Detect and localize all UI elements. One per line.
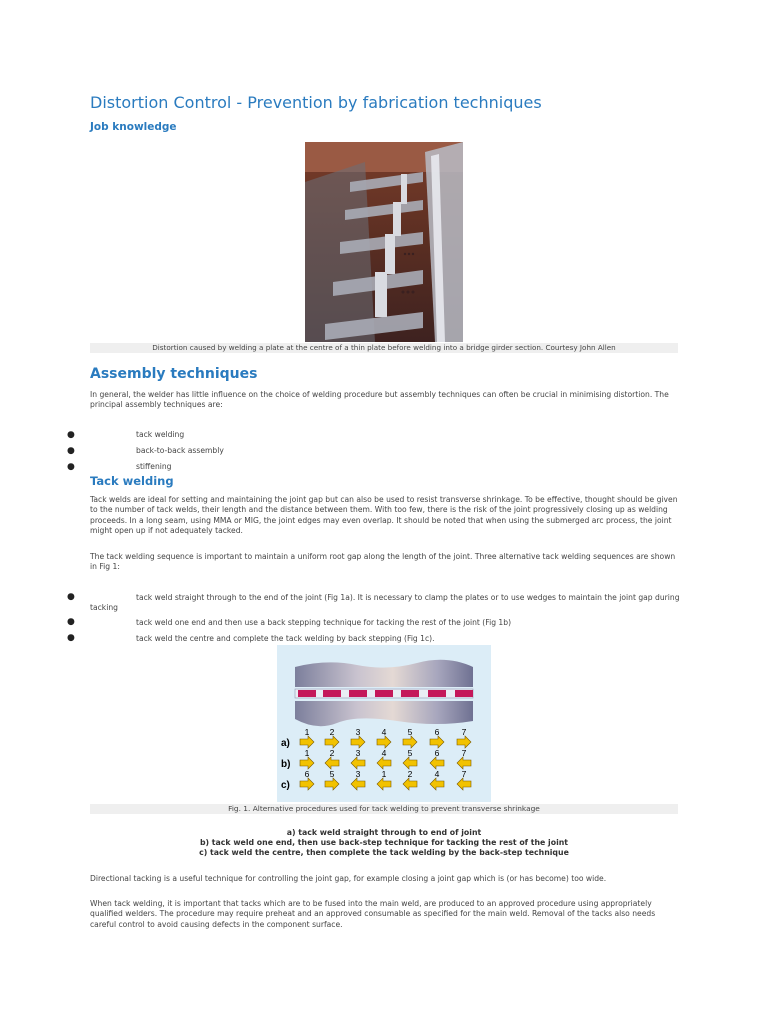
tack-weld-mark <box>298 690 316 697</box>
row-label: a) <box>281 738 290 749</box>
sequence-number: 3 <box>355 769 361 779</box>
tack-weld-mark <box>349 690 367 697</box>
tack-weld-mark <box>401 690 419 697</box>
tack-weld-mark <box>455 690 473 697</box>
sequence-number: 6 <box>304 769 310 779</box>
sequence-number: 1 <box>381 769 387 779</box>
tack-paragraph-1: Tack welds are ideal for setting and maintaining the joint gap but can also be used to resist transverse shrinkage. To be effective, thought should be given to the number of tack welds, their length and the distance between them. With too few, there is the risk of the joint progressively closing up as welding proceeds. In a long seam, using MMA or MIG, the joint edges may even overlap. It should be noted that when using the submerged arc process, the joint might open up if not adequately tacked. <box>90 495 678 536</box>
arrow-left-icon <box>457 757 471 769</box>
arrow-left-icon <box>430 757 444 769</box>
page-title: Distortion Control - Prevention by fabrication techniques <box>90 93 542 112</box>
arrow-right-icon <box>403 736 417 748</box>
sequence-number: 2 <box>329 727 335 737</box>
sequence-number: 4 <box>381 727 387 737</box>
arrow-right-icon <box>300 778 314 790</box>
arrow-left-icon <box>403 778 417 790</box>
sequence-number: 6 <box>434 727 440 737</box>
figure-legend-b: b) tack weld one end, then use back-step technique for tacking the rest of the joint <box>199 838 569 847</box>
sequence-number: 5 <box>407 748 413 758</box>
arrow-left-icon <box>403 757 417 769</box>
section-heading-tack-welding: Tack welding <box>90 474 174 488</box>
bullet-icon: ● <box>67 592 75 602</box>
row-label: c) <box>281 780 290 791</box>
tack-weld-mark <box>323 690 341 697</box>
sequence-number: 6 <box>434 748 440 758</box>
list-item: stiffening <box>136 462 172 471</box>
tack-weld-mark <box>428 690 446 697</box>
bullet-icon: ● <box>67 633 75 643</box>
assembly-intro: In general, the welder has little influence on the choice of welding procedure but assembly techniques can often be crucial in minimising distortion. The principal assembly techniques are: <box>90 390 669 410</box>
list-item: tack weld straight through to the end of the joint (Fig 1a). It is necessary to clamp the plates or to use wedges to maintain the joint gap during tacking <box>90 593 680 613</box>
arrow-right-icon <box>325 736 339 748</box>
sequence-number: 4 <box>381 748 387 758</box>
closing-paragraph-1: Directional tacking is a useful technique for controlling the joint gap, for example closing a joint gap which is (or has become) too wide. <box>90 874 607 883</box>
arrow-left-icon <box>457 778 471 790</box>
tack-paragraph-2: The tack welding sequence is important to maintain a uniform root gap along the length of the joint. Three alternative tack welding sequences are shown in Fig 1: <box>90 552 676 572</box>
figure-legend-a: a) tack weld straight through to end of joint <box>286 828 482 837</box>
page-subtitle: Job knowledge <box>90 121 177 133</box>
arrow-right-icon <box>430 736 444 748</box>
arrow-right-icon <box>377 736 391 748</box>
photo-caption: Distortion caused by welding a plate at the centre of a thin plate before welding into a bridge girder section. Courtesy John Allen <box>90 343 678 353</box>
tack-sequence-figure <box>277 645 491 802</box>
sequence-number: 1 <box>304 748 310 758</box>
sequence-number: 1 <box>304 727 310 737</box>
arrow-left-icon <box>377 778 391 790</box>
arrow-right-icon <box>300 736 314 748</box>
list-item: tack weld one end and then use a back stepping technique for tacking the rest of the joint (Fig 1b) <box>136 618 512 627</box>
bullet-icon: ● <box>67 462 75 472</box>
arrow-left-icon <box>351 757 365 769</box>
row-label: b) <box>281 759 291 770</box>
arrow-right-icon <box>300 757 314 769</box>
bullet-icon: ● <box>67 617 75 627</box>
arrow-left-icon <box>351 778 365 790</box>
list-item: tack weld the centre and complete the tack welding by back stepping (Fig 1c). <box>136 634 435 643</box>
figure-caption: Fig. 1. Alternative procedures used for tack welding to prevent transverse shrinkage <box>90 804 678 814</box>
sequence-number: 7 <box>461 769 467 779</box>
figure-legend-c: c) tack weld the centre, then complete the tack welding by the back-step technique <box>199 848 569 857</box>
list-item: tack welding <box>136 430 185 439</box>
sequence-number: 3 <box>355 727 361 737</box>
sequence-number: 2 <box>407 769 413 779</box>
sequence-number: 7 <box>461 748 467 758</box>
arrow-right-icon <box>457 736 471 748</box>
sequence-number: 5 <box>329 769 335 779</box>
tack-weld-mark <box>375 690 393 697</box>
bullet-icon: ● <box>67 430 75 440</box>
arrow-right-icon <box>351 736 365 748</box>
section-heading-assembly: Assembly techniques <box>90 366 258 382</box>
closing-paragraph-2: When tack welding, it is important that tacks which are to be fused into the main weld, are produced to an approved procedure using appropriately qualified welders. The procedure may require preheat and an approved consumable as specified for the main weld. Removal of the tacks also needs careful control to avoid causing defects in the component surface. <box>90 899 656 929</box>
bullet-icon: ● <box>67 446 75 456</box>
sequence-number: 2 <box>329 748 335 758</box>
sequence-number: 7 <box>461 727 467 737</box>
girder-photo <box>305 142 463 342</box>
arrow-right-icon <box>325 778 339 790</box>
arrow-left-icon <box>325 757 339 769</box>
arrow-left-icon <box>430 778 444 790</box>
sequence-number: 4 <box>434 769 440 779</box>
sequence-number: 3 <box>355 748 361 758</box>
sequence-number: 5 <box>407 727 413 737</box>
arrow-left-icon <box>377 757 391 769</box>
list-item: back-to-back assembly <box>136 446 224 455</box>
